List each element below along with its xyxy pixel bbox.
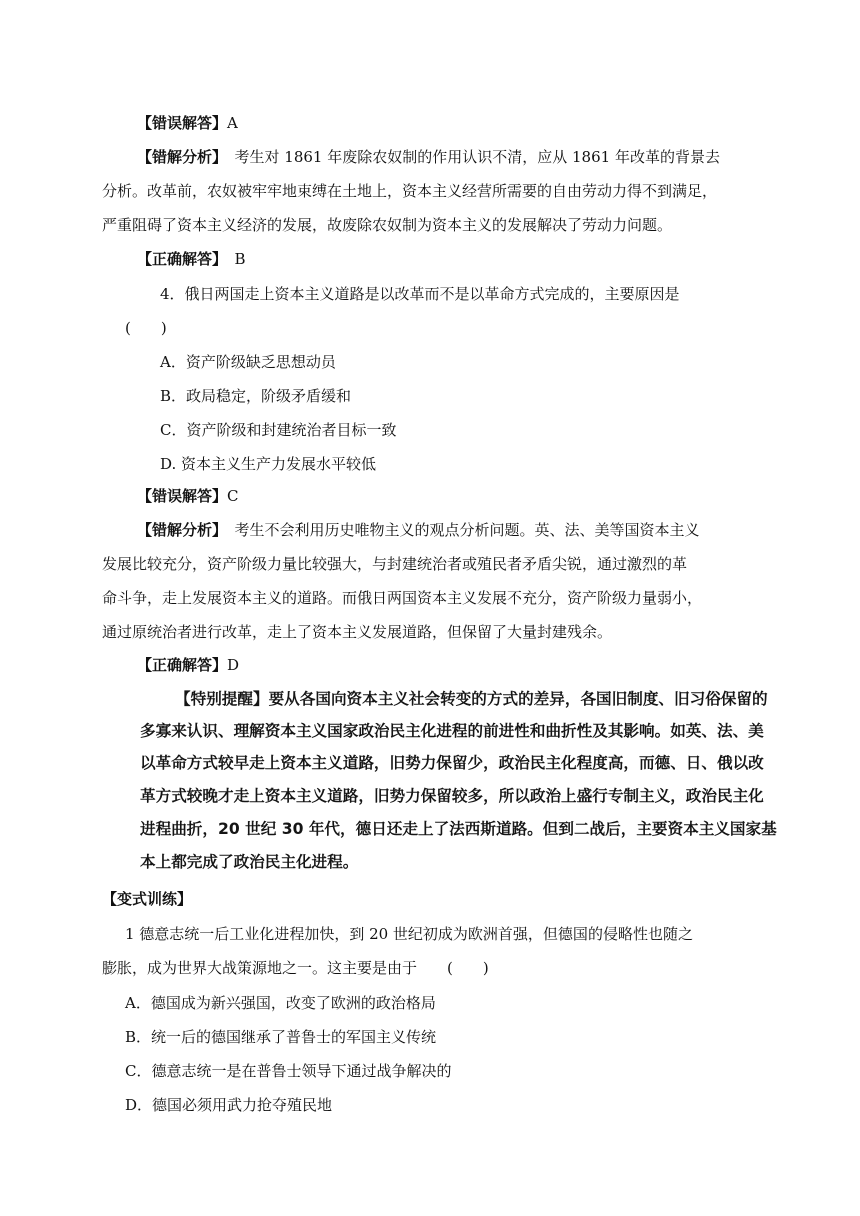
question-4-option-d: D. 资本主义生产力发展水平较低 <box>160 455 377 473</box>
variant-option-c: C．德意志统一是在普鲁士领导下通过战争解决的 <box>125 1062 452 1080</box>
analysis-2-line-2: 发展比较充分，资产阶级力量比较强大，与封建统治者或殖民者矛盾尖锐，通过激烈的革 <box>102 555 688 573</box>
question-4-option-a: A．资产阶级缺乏思想动员 <box>160 353 336 371</box>
tip-line-5: 进程曲折，20 世纪 30 年代，德日还走上了法西斯道路。但到二战后，主要资本主义国家基 <box>140 820 777 838</box>
analysis-1-line-2: 分析。改革前，农奴被牢牢地束缚在土地上，资本主义经营所需要的自由劳动力得不到满足， <box>102 182 718 200</box>
wrong-answer-label: 【错误解答】 <box>137 487 228 505</box>
wrong-answer-2 <box>137 486 239 506</box>
variant-option-a: A．德国成为新兴强国，改变了欧洲的政治格局 <box>125 994 436 1012</box>
tip-label: 【特别提醒】 <box>175 690 269 708</box>
question-4-option-c: C．资产阶级和封建统治者目标一致 <box>160 421 397 439</box>
tip-line-6: 本上都完成了政治民主化进程。 <box>140 853 359 871</box>
variant-option-d: D．德国必须用武力抢夺殖民地 <box>125 1096 333 1114</box>
tip-text: 要从各国向资本主义社会转变的方式的差异，各国旧制度、旧习俗保留的 <box>268 690 768 708</box>
correct-answer-label: 【正确解答】 <box>137 250 220 268</box>
tip-line-1 <box>175 688 768 710</box>
analysis-1-line-1 <box>137 147 720 167</box>
tip-line-2: 多寡来认识、理解资本主义国家政治民主化进程的前进性和曲折性及其影响。如英、法、美 <box>140 722 764 740</box>
analysis-1-line-3: 严重阻碍了资本主义经济的发展，故废除农奴制为资本主义的发展解决了劳动力问题。 <box>102 216 673 234</box>
wrong-answer-value: A <box>227 114 238 132</box>
tip-line-3: 以革命方式较早走上资本主义道路，旧势力保留少，政治民主化程度高，而德、日、俄以改 <box>140 754 764 772</box>
variant-question-stem-2: 膨胀，成为世界大战策源地之一。这主要是由于 ( ) <box>102 959 489 977</box>
analysis-text: 考生对 1861 年废除农奴制的作用认识不清，应从 1861 年改革的背景去 <box>219 148 720 166</box>
wrong-answer-1 <box>137 113 238 133</box>
analysis-label: 【错解分析】 <box>137 521 220 539</box>
tip-line-4: 革方式较晚才走上资本主义道路，旧势力保留较多，所以政治上盛行专制主义，政治民主化 <box>140 787 764 805</box>
wrong-answer-value: C <box>227 487 239 505</box>
correct-answer-2 <box>137 655 239 675</box>
question-4-stem: 4．俄日两国走上资本主义道路是以改革而不是以革命方式完成的，主要原因是 <box>160 285 680 303</box>
correct-answer-value: D <box>227 656 240 674</box>
variant-option-b: B．统一后的德国继承了普鲁士的军国主义传统 <box>125 1028 437 1046</box>
correct-answer-1 <box>137 249 246 269</box>
analysis-label: 【错解分析】 <box>137 148 220 166</box>
analysis-2-line-1 <box>137 520 700 540</box>
correct-answer-value: B <box>219 250 246 268</box>
analysis-text: 考生不会利用历史唯物主义的观点分析问题。英、法、美等国资本主义 <box>219 521 700 539</box>
analysis-2-line-4: 通过原统治者进行改革，走上了资本主义发展道路，但保留了大量封建残余。 <box>102 623 613 641</box>
correct-answer-label: 【正确解答】 <box>137 656 228 674</box>
question-4-option-b: B．政局稳定，阶级矛盾缓和 <box>160 387 352 405</box>
analysis-2-line-3: 命斗争，走上发展资本主义的道路。而俄日两国资本主义发展不充分，资产阶级力量弱小， <box>102 589 703 607</box>
question-4-paren: ( ) <box>125 319 167 337</box>
variant-question-stem: 1 德意志统一后工业化进程加快，到 20 世纪初成为欧洲首强，但德国的侵略性也随之 <box>125 925 693 943</box>
variant-heading: 【变式训练】 <box>102 890 193 908</box>
wrong-answer-label: 【错误解答】 <box>137 114 228 132</box>
